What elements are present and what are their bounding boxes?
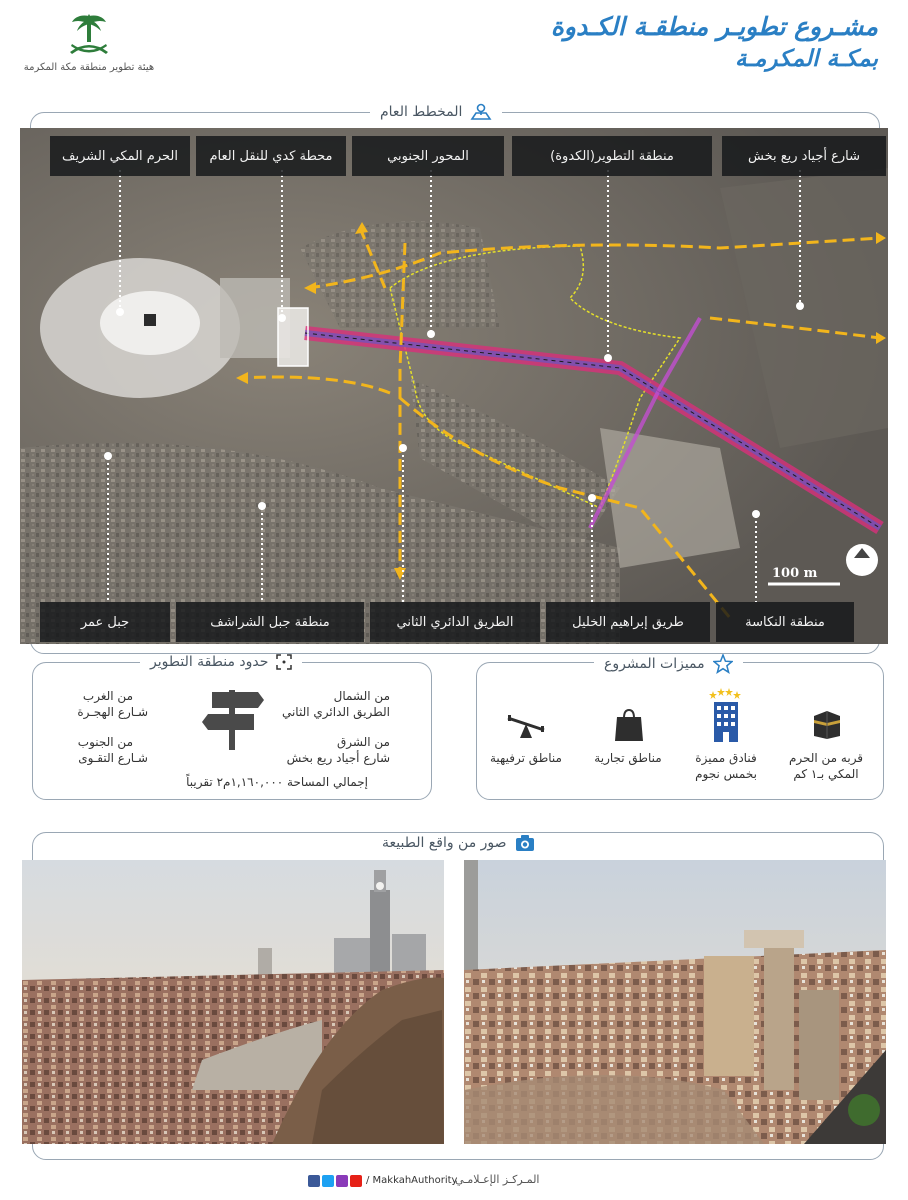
photos-title: صور من واقع الطبيعة	[372, 834, 545, 852]
map-label-southern-axis: المحور الجنوبي	[352, 136, 504, 176]
south-label: من الجنوب	[77, 735, 133, 749]
map-label-jabal-omar: جبل عمر	[40, 602, 170, 642]
south-value: شـارع التقـوى	[78, 751, 148, 765]
twitter-icon[interactable]	[322, 1175, 334, 1187]
feature-hotels-line1: فنادق مميزة	[695, 751, 757, 765]
feature-proximity-line2: المكي بـ١ كم	[793, 767, 859, 781]
west-value: شـارع الهجـرة	[77, 705, 148, 719]
east-value: شارع أجياد ريع بخش	[286, 751, 390, 765]
site-photo-left	[22, 860, 444, 1144]
general-plan-title: المخطط العام	[370, 102, 502, 122]
feature-commercial: مناطق تجارية	[594, 751, 662, 765]
page-subtitle: بمكـة المكرمـة	[735, 46, 878, 72]
site-photo-left-image	[22, 860, 444, 1144]
media-center-label: المـركـز الإعـلامـي	[455, 1173, 540, 1186]
site-photo-right-image	[464, 860, 886, 1144]
boundaries-title: حدود منطقة التطوير	[140, 654, 302, 670]
map-scale: 100 m	[772, 566, 818, 581]
signpost-icon	[198, 686, 268, 752]
kaaba-icon	[812, 708, 842, 740]
social-handle[interactable]: / MakkahAuthority	[366, 1175, 458, 1186]
camera-icon	[515, 834, 535, 852]
area-frame-icon	[276, 654, 292, 670]
authority-logo	[14, 10, 164, 80]
feature-hotels-line2: بخمس نجوم	[695, 767, 757, 781]
youtube-icon[interactable]	[350, 1175, 362, 1187]
north-value: الطريق الدائري الثاني	[281, 705, 390, 719]
feature-entertainment: مناطق ترفيهية	[490, 751, 562, 765]
map-label-ajyad-street: شارع أجياد ريع بخش	[722, 136, 886, 176]
star-icon	[713, 654, 733, 674]
page-title: مشـروع تطويـر منطقـة الكـدوة	[550, 12, 878, 41]
hotel-icon	[706, 688, 746, 742]
features-title: مميزات المشروع	[594, 654, 743, 674]
total-area: إجمالي المساحة ١,١٦٠,٠٠٠م٢ تقريباً	[186, 775, 368, 789]
map-label-development-area: منطقة التطوير(الكدوة)	[512, 136, 712, 176]
social-icons	[308, 1174, 364, 1188]
north-label: من الشمال	[333, 689, 390, 703]
authority-name: هيئة تطوير منطقة مكة المكرمة	[23, 62, 155, 73]
instagram-icon[interactable]	[336, 1175, 348, 1187]
west-label: من الغرب	[82, 689, 133, 703]
map-label-grand-mosque: الحرم المكي الشريف	[50, 136, 190, 176]
map-label-kudai-station: محطة كدي للنقل العام	[196, 136, 346, 176]
seesaw-icon	[506, 714, 546, 740]
aerial-map-graphic	[20, 128, 888, 644]
facebook-icon[interactable]	[308, 1175, 320, 1187]
map-pin-icon	[470, 102, 492, 122]
palm-swords-emblem-icon	[14, 10, 164, 62]
aerial-map	[20, 128, 888, 644]
site-photo-right	[464, 860, 886, 1144]
map-label-ibrahim-khalil-road: طريق إبراهيم الخليل	[546, 602, 710, 642]
map-label-nakasa: منطقة النكاسة	[716, 602, 854, 642]
east-label: من الشرق	[336, 735, 390, 749]
map-label-second-ring-road: الطريق الدائري الثاني	[370, 602, 540, 642]
map-label-jabal-sharashif: منطقة جبل الشراشف	[176, 602, 364, 642]
feature-proximity-line1: قربه من الحرم	[788, 751, 864, 765]
shopping-bag-icon	[614, 708, 644, 742]
